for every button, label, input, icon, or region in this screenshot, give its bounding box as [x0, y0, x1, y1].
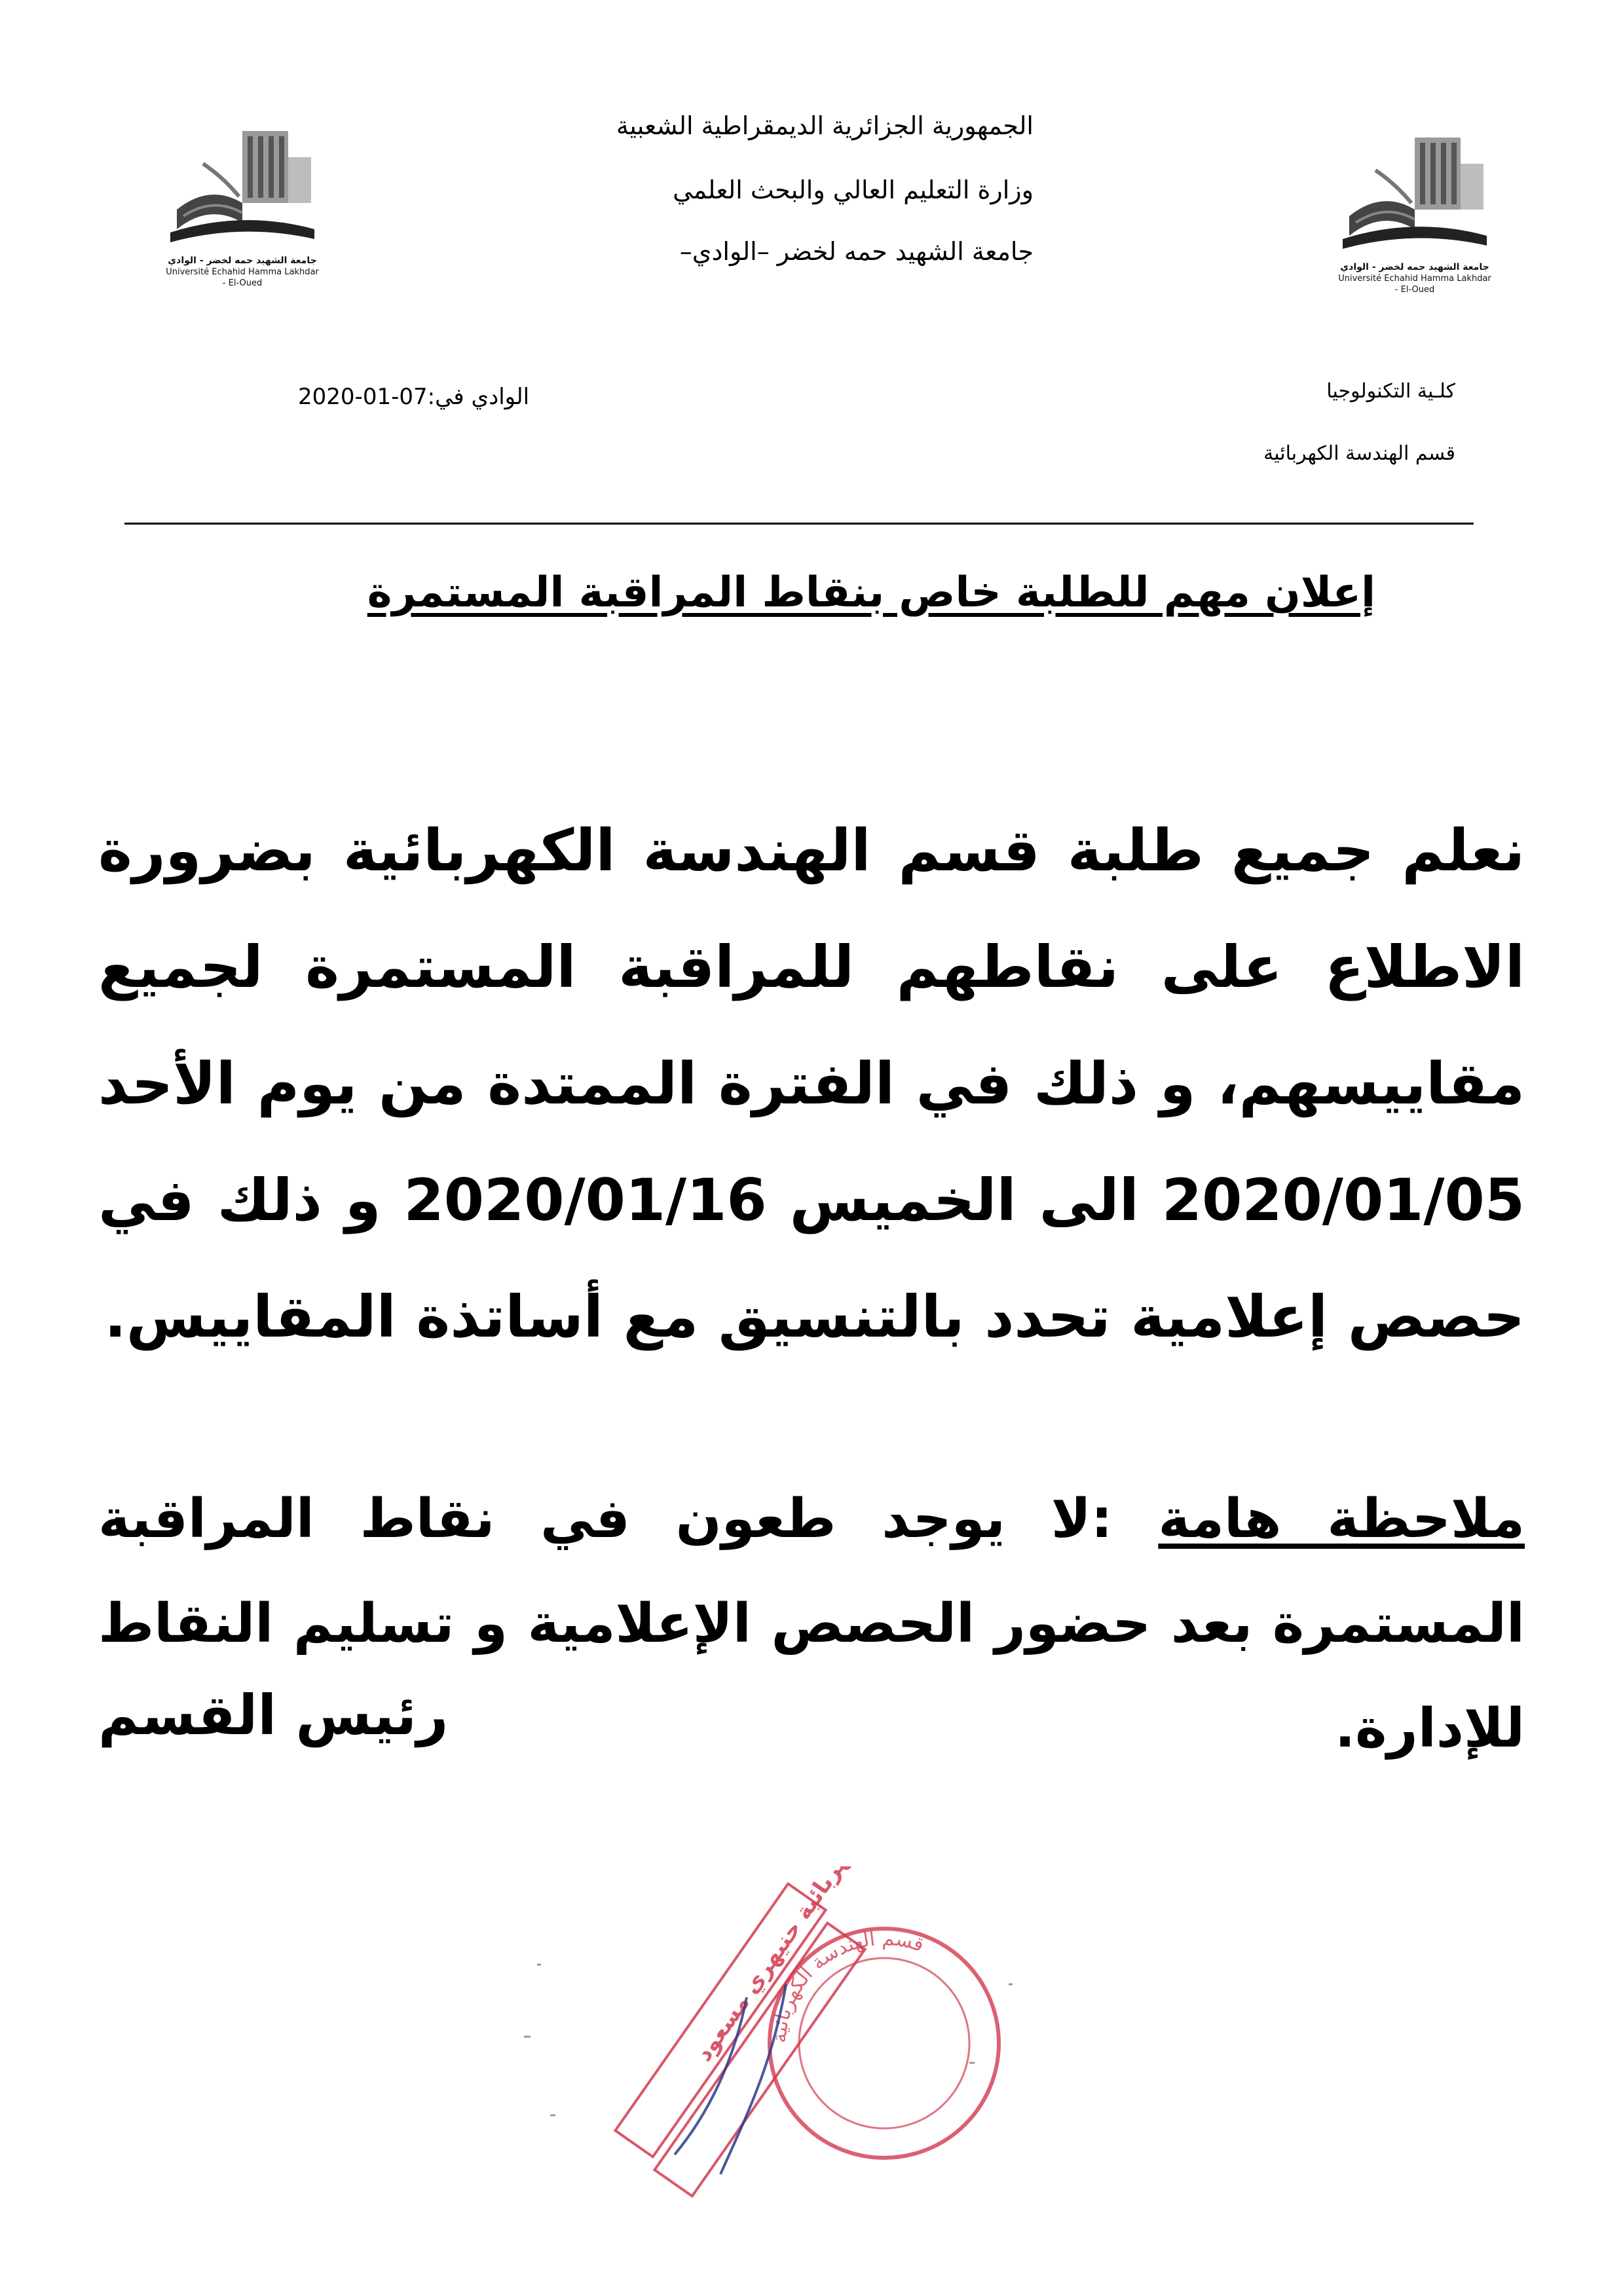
logo-caption-arabic: جامعة الشهيد حمه لخضر - الوادي — [1340, 262, 1489, 272]
date-line: الوادي في:07-01-2020 — [298, 384, 530, 410]
logo-caption-french: Université Echahid Hamma Lakhdar - El-Oued — [1338, 274, 1491, 295]
announcement-title: إعلان مهم للطلبة خاص بنقاط المراقبة المستمرة — [367, 568, 1375, 617]
signature-title: رئيس القسم — [98, 1683, 449, 1747]
official-stamp — [511, 1866, 1048, 2233]
stamp-graphic — [511, 1866, 1048, 2233]
university-logo-right — [1336, 131, 1493, 295]
faculty-block — [1263, 360, 1455, 485]
header-ministry: وزارة التعليم العالي والبحث العلمي — [673, 176, 1034, 204]
university-logo-icon — [164, 124, 321, 255]
header-university: جامعة الشهيد حمه لخضر –الوادي– — [679, 237, 1034, 266]
faculty-name: كلـية التكنولوجيا — [1326, 380, 1455, 403]
note-text: :لا يوجد طعون في نقاط المراقبة المستمرة بعد حضور الحصص الإعلامية و تسليم النقاط للإدارة. — [98, 1488, 1525, 1760]
note-label: ملاحظة هامة — [1158, 1488, 1525, 1550]
stamp-circle-text: قسم الهندسة الكهربائية — [768, 1927, 927, 2044]
university-logo-left — [164, 124, 321, 288]
header-country: الجمهورية الجزائرية الديمقراطية الشعبية — [616, 111, 1034, 140]
announcement-body: نعلم جميع طلبة قسم الهندسة الكهربائية بضرورة الاطلاع على نقاطهم للمراقبة المستمرة لجميع مقاييسهم، و ذلك في الفترة الممتدة من يوم الأحد 2020/01/05 الى الخميس 2020/01/16 و ذلك في حصص إعلامية تحدد بالتنسيق مع أساتذة المقاييس. — [98, 817, 1525, 1350]
header-divider — [124, 523, 1474, 525]
department-name: قسم الهندسة الكهربائية — [1263, 442, 1455, 465]
logo-caption-french: Université Echahid Hamma Lakhdar - El-Oued — [166, 267, 319, 288]
logo-caption-arabic: جامعة الشهيد حمه لخضر - الوادي — [168, 255, 317, 266]
university-logo-icon — [1336, 131, 1493, 262]
